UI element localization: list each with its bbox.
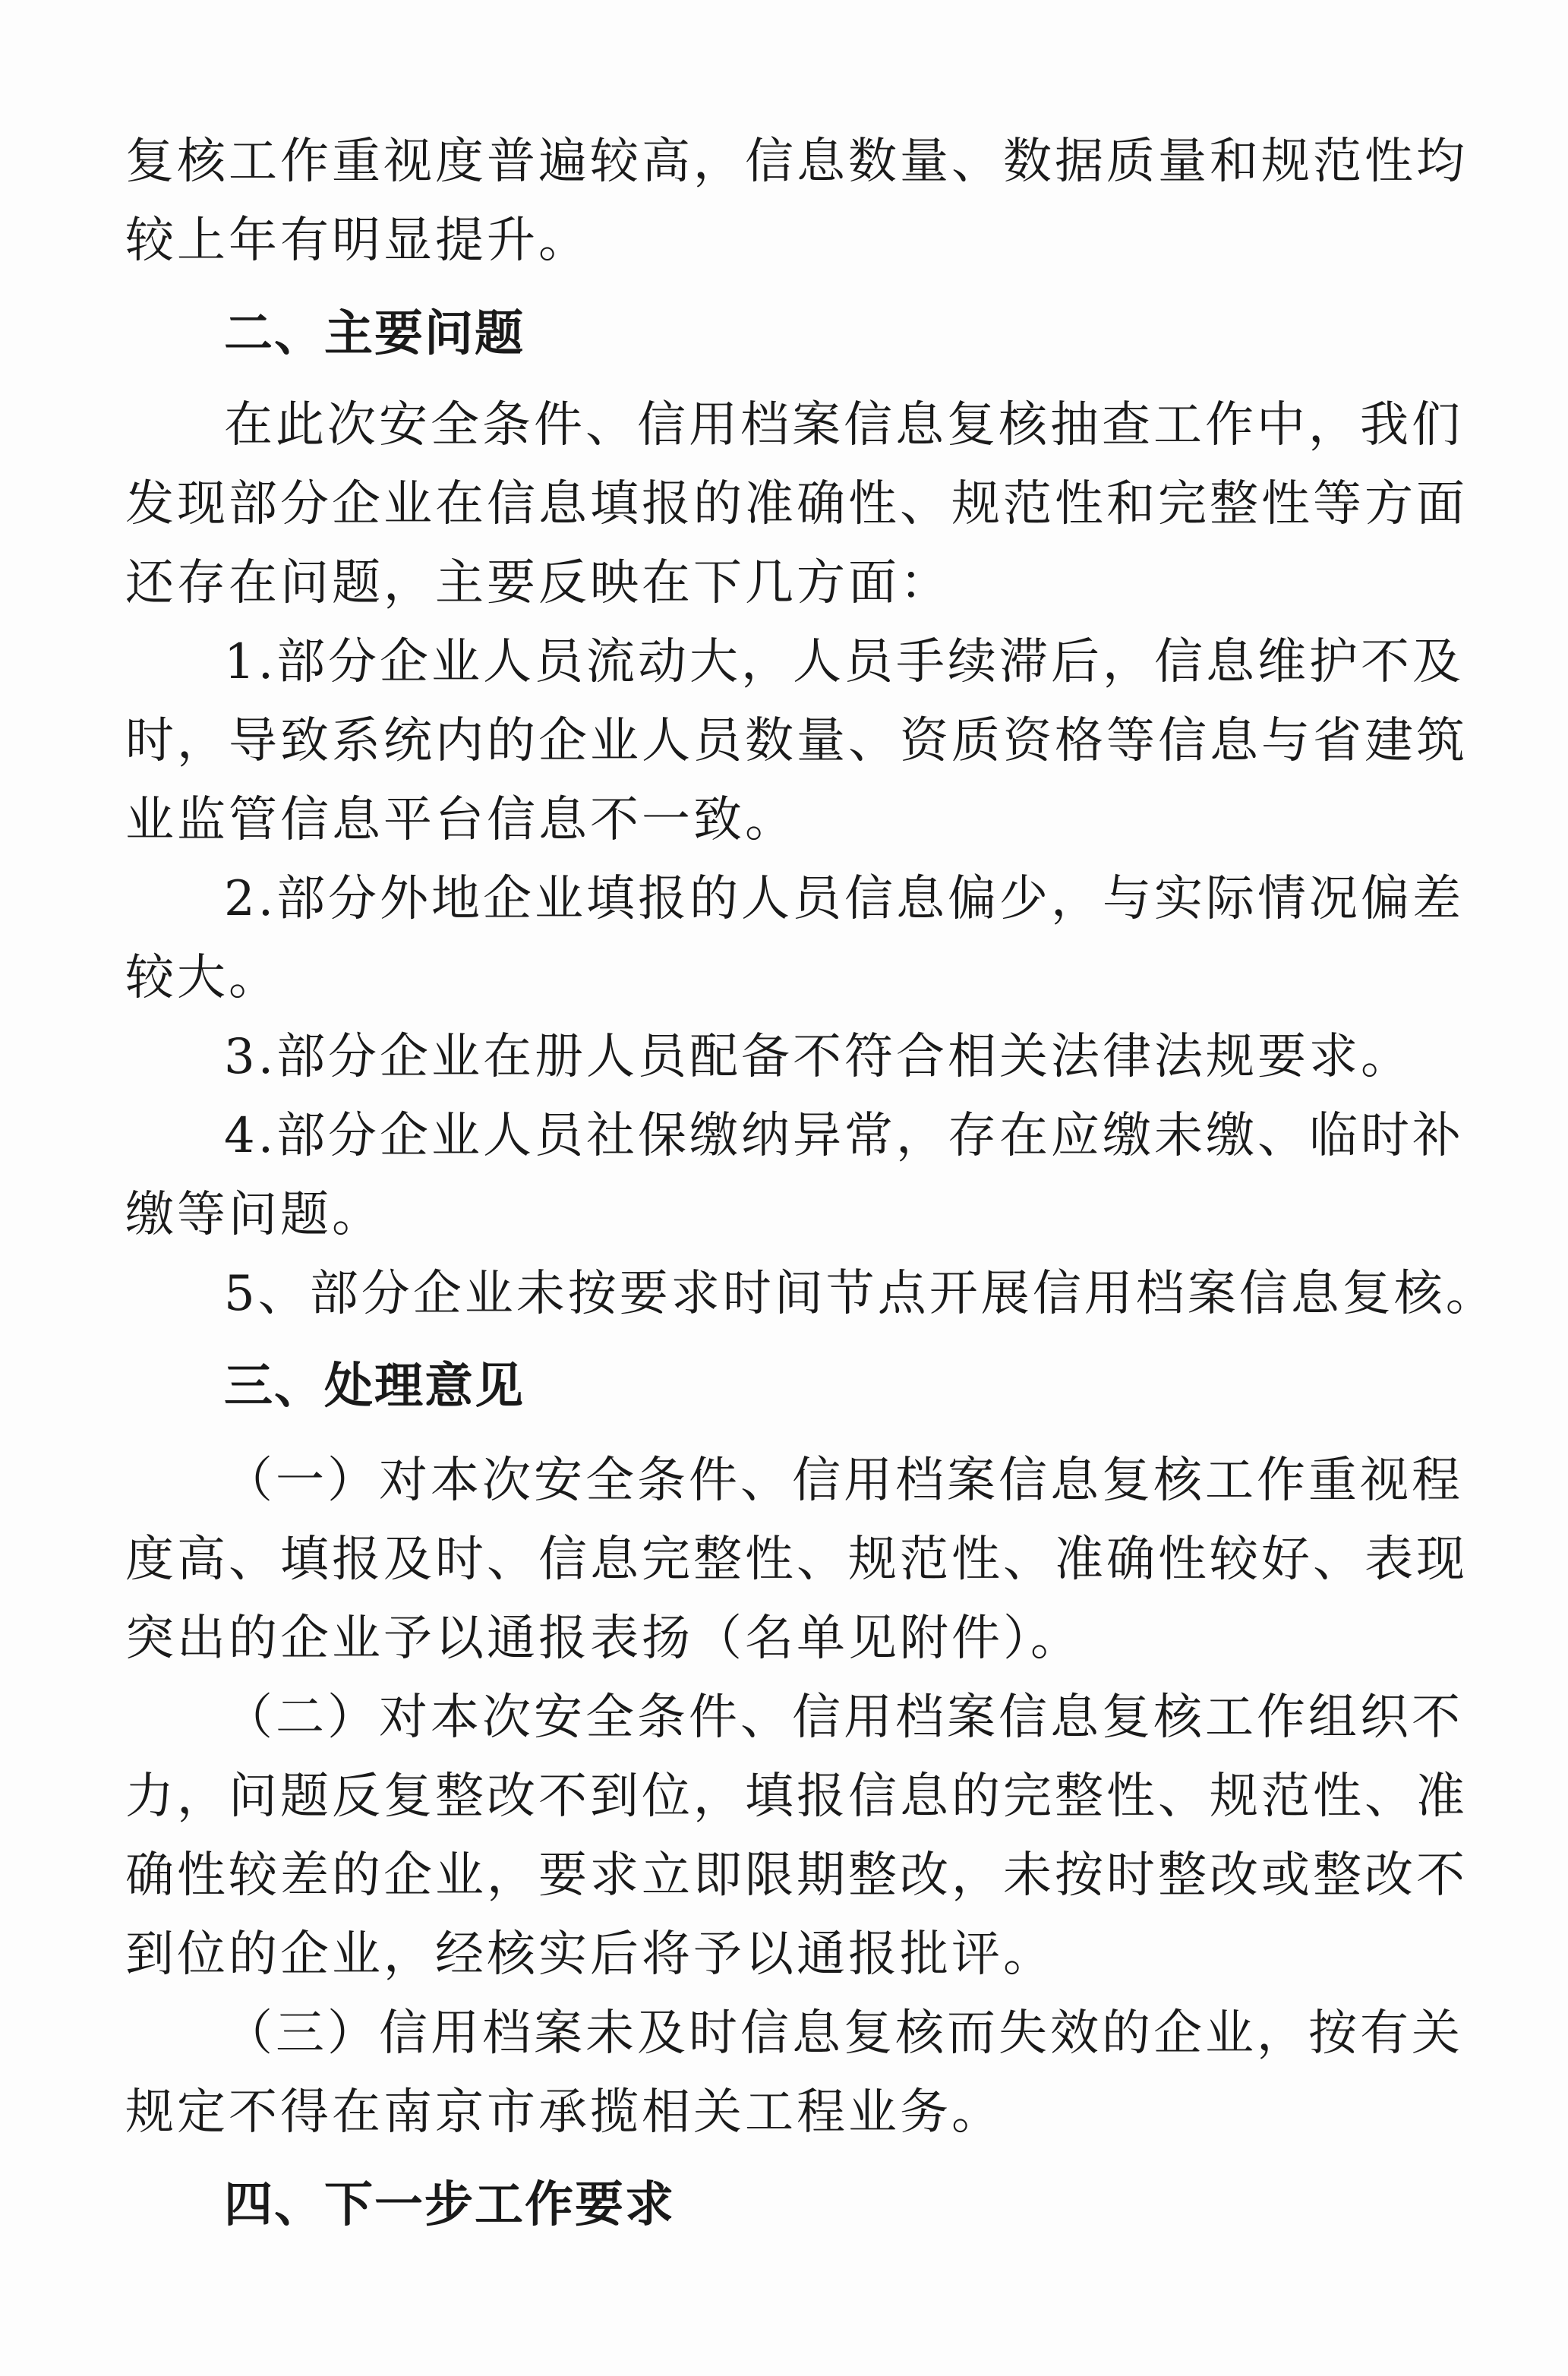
list-item-line: 1.部分企业人员流动大，人员手续滞后，信息维护不及: [224, 634, 1465, 690]
text-line: 较上年有明显提升。: [125, 213, 590, 269]
text-line: 还存在问题，主要反映在下几方面：: [125, 555, 951, 611]
list-item-line: （一）对本次安全条件、信用档案信息复核工作重视程: [224, 1453, 1463, 1509]
list-item-line: 到位的企业，经核实后将予以通报批评。: [125, 1926, 1055, 1983]
list-item-line: 突出的企业予以通报表扬（名单见附件）。: [125, 1611, 1082, 1667]
section-heading-handling-opinions: 三、处理意见: [224, 1358, 525, 1415]
list-item-line: 度高、填报及时、信息完整性、规范性、准确性较好、表现: [125, 1532, 1468, 1588]
list-item-line: 业监管信息平台信息不一致。: [125, 792, 797, 848]
list-item-line: 确性较差的企业，要求立即限期整改，未按时整改或整改不: [125, 1847, 1468, 1904]
list-item-line: （二）对本次安全条件、信用档案信息复核工作组织不: [224, 1690, 1463, 1746]
list-item-line: 2.部分外地企业填报的人员信息偏少，与实际情况偏差: [224, 871, 1465, 927]
list-item-line: （三）信用档案未及时信息复核而失效的企业，按有关: [224, 2005, 1463, 2062]
list-item-line: 时，导致系统内的企业人员数量、资质资格等信息与省建筑: [125, 713, 1468, 769]
list-item-line: 4.部分企业人员社保缴纳异常，存在应缴未缴、临时补: [224, 1108, 1465, 1164]
section-heading-main-problems: 二、主要问题: [224, 306, 525, 362]
list-item-line: 力，问题反复整改不到位，填报信息的完整性、规范性、准: [125, 1769, 1468, 1825]
list-item-line: 缴等问题。: [125, 1187, 383, 1243]
section-heading-next-steps: 四、下一步工作要求: [224, 2177, 675, 2233]
list-item-line: 5、部分企业未按要求时间节点开展信用档案信息复核。: [224, 1266, 1497, 1322]
list-item-line: 规定不得在南京市承揽相关工程业务。: [125, 2084, 1003, 2141]
text-line: 在此次安全条件、信用档案信息复核抽查工作中，我们: [224, 397, 1463, 453]
list-item-line: 较大。: [125, 950, 280, 1006]
text-line: 发现部分企业在信息填报的准确性、规范性和完整性等方面: [125, 476, 1468, 532]
list-item-line: 3.部分企业在册人员配备不符合相关法律法规要求。: [224, 1029, 1413, 1085]
text-line: 复核工作重视度普遍较高，信息数量、数据质量和规范性均: [125, 134, 1468, 190]
